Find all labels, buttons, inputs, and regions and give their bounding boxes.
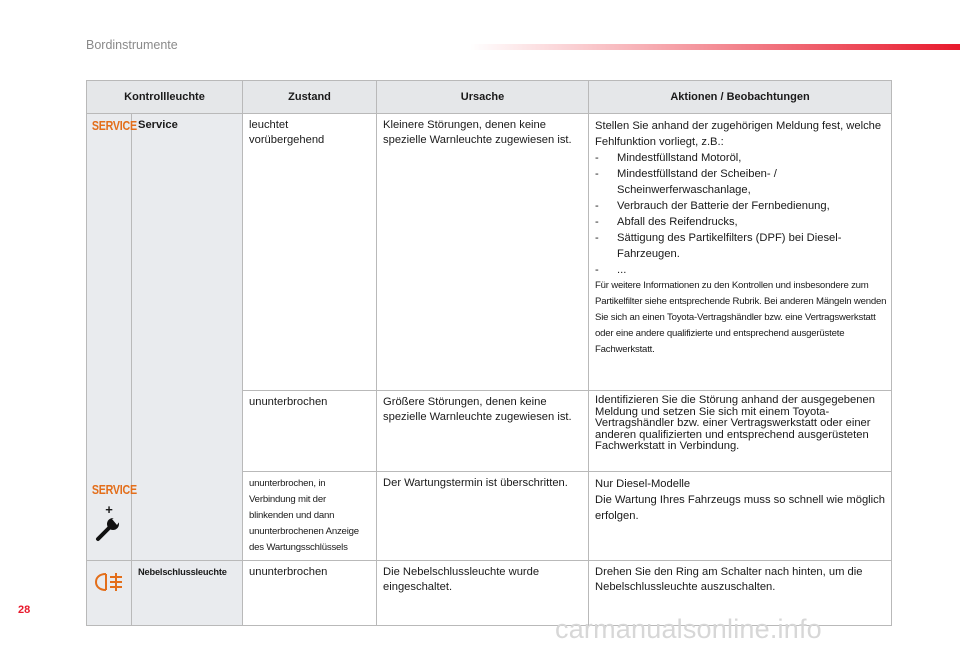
list-item: - Sättigung des Partikelfilters (DPF) bei Diesel-Fahrzeugen. — [595, 232, 842, 260]
fog-ursache: Die Nebelschlussleuchte wurde eingeschaltet. — [377, 561, 589, 626]
service-warning-icon: SERVICE — [91, 118, 137, 133]
service-wrench-icon-cell — [87, 472, 137, 561]
list-item: - Mindestfüllstand der Scheiben- / Scheinwerferwaschanlage, — [595, 168, 777, 196]
service-note: Für weitere Informationen zu den Kontrollen und insbesondere zum Partikelfilter siehe entsprechende Rubrik. Bei anderen Mängeln wenden Sie sich an einen Toyota-Vertragshändler bzw. eine Vertragswerkstatt oder eine andere qualifizierte und entsprechend ausgerüstete Fachwerkstatt. — [595, 280, 887, 355]
fog-label: Nebelschlussleuchte — [138, 567, 227, 577]
fog-name-cell — [132, 561, 243, 626]
service-label: Service — [138, 119, 178, 131]
service-icon-cell — [87, 114, 137, 472]
column-header-zustand: Zustand — [243, 81, 377, 114]
list-item: - Mindestfüllstand Motoröl, — [595, 152, 742, 164]
service-row3-aktion: Nur Diesel-Modelle Die Wartung Ihres Fahrzeugs muss so schnell wie möglich erfolgen. — [589, 472, 892, 561]
service-warning-icon: SERVICE — [91, 481, 137, 497]
list-item: - ... — [595, 264, 627, 276]
column-header-aktionen: Aktionen / Beobachtungen — [589, 81, 892, 114]
service-row2-ursache: Größere Störungen, denen keine spezielle Warnleuchte zugewiesen ist. — [377, 391, 589, 472]
header-accent-bar — [470, 44, 960, 50]
wrench-icon — [95, 516, 123, 542]
table-row — [87, 114, 892, 391]
page-number: 28 — [18, 604, 31, 616]
plus-sign: + — [105, 501, 113, 517]
fog-zustand: ununterbrochen — [243, 561, 377, 626]
section-title: Bordinstrumente — [86, 38, 178, 52]
service-row3-zustand: ununterbrochen, in Verbindung mit der blinkenden und dann ununterbrochenen Anzeige des Wartungsschlüssels — [243, 472, 377, 561]
watermark-text: carmanualsonline.info — [555, 614, 822, 644]
service-row3-ursache: Der Wartungstermin ist überschritten. — [377, 472, 589, 561]
column-header-ursache: Ursache — [377, 81, 589, 114]
service-row2-aktion: Identifizieren Sie die Störung anhand der ausgegebenen Meldung und setzen Sie sich mit einem Toyota-Vertragshändler bzw. einer Vertragswerkstatt oder einer anderen qualifizierten und entsprechend ausgerüsteten Fachwerkstatt in Verbindung. — [589, 391, 892, 472]
list-item: - Verbrauch der Batterie der Fernbedienung, — [595, 200, 830, 212]
service-row1-zustand: leuchtet vorübergehend — [243, 114, 377, 391]
rear-fog-light-icon — [93, 571, 125, 593]
service-name-cell — [132, 114, 243, 561]
table-header-row — [87, 81, 892, 114]
service-row1-aktion: Stellen Sie anhand der zugehörigen Meldung fest, welche Fehlfunktion vorliegt, z.B.: - Mindestfüllstand Motoröl, - Mindestfüllstand der Scheiben- / Scheinwerferwaschanlage, - Verbrauch der Batterie der Fernbedienung, - Abfall des Reifendrucks, - Sättigung des Partikelfilters (DPF) bei Diesel-Fahrzeugen. - ... Für weitere Informationen zu den Kontrollen und insbesondere zum Partikelfilter siehe entsprechende Rubrik. Bei anderen Mängeln wenden Sie sich an einen Toyota-Vertragshändler bzw. eine Vertragswerkstatt oder eine andere qualifizierte und entsprechend ausgerüstete Fachwerkstatt. — [589, 114, 892, 391]
column-header-kontrollleuchte: Kontrollleuchte — [87, 81, 243, 114]
service-row1-ursache: Kleinere Störungen, denen keine spezielle Warnleuchte zugewiesen ist. — [377, 114, 589, 391]
service-row2-zustand: ununterbrochen — [243, 391, 377, 472]
fog-aktion: Drehen Sie den Ring am Schalter nach hinten, um die Nebelschlussleuchte auszuschalten. — [589, 561, 892, 626]
fog-icon-cell — [87, 561, 132, 626]
warning-lights-table — [86, 80, 892, 626]
list-item: - Abfall des Reifendrucks, — [595, 216, 738, 228]
